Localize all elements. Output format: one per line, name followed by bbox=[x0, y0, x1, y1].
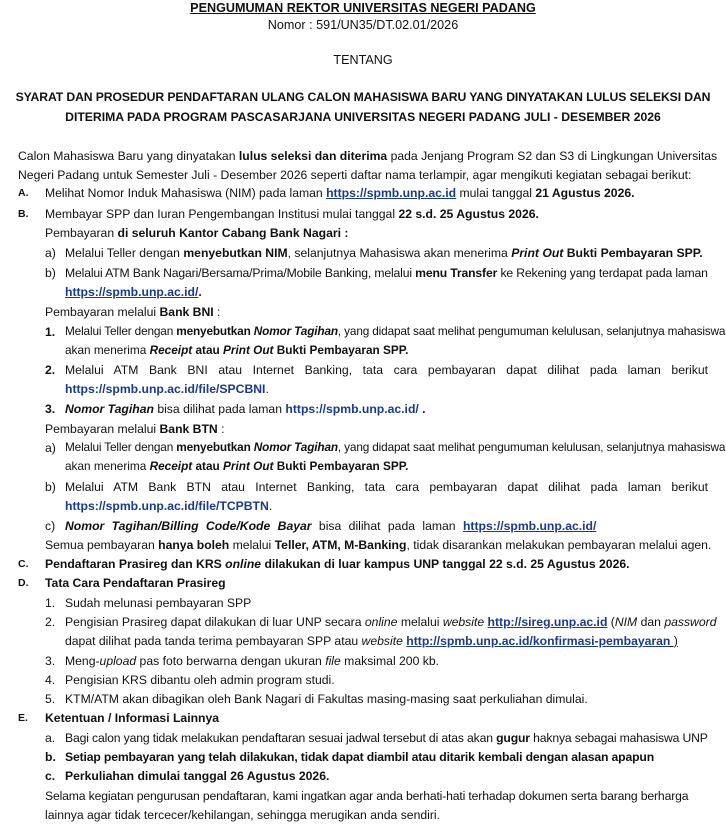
subject-line-1: SYARAT DAN PROSEDUR PENDAFTARAN ULANG CALON MAHASISWA BARU YANG DINYATAKAN LULUS SELEKSI DAN bbox=[15, 90, 711, 104]
section-b-marker: B. bbox=[18, 208, 29, 220]
e-c-marker: c. bbox=[45, 769, 56, 783]
e-a-text: Bagi calon yang tidak melakukan pendaftaran sesuai jadwal tersebut di atas akan gugur haknya sebagai mahasiswa UNP bbox=[65, 731, 708, 745]
btn-c-marker: c) bbox=[45, 519, 56, 533]
section-e-marker: E. bbox=[18, 712, 28, 724]
tentang-label: TENTANG bbox=[333, 53, 393, 67]
closing-line-2: lainnya agar tidak tercecer/kehilangan, sehingga merugikan anda sendiri. bbox=[45, 808, 440, 822]
d-4-text: Pengisian KRS dibantu oleh admin program studi. bbox=[65, 673, 335, 687]
d-4-marker: 4. bbox=[45, 673, 56, 687]
section-d-title: Tata Cara Pendaftaran Prasireg bbox=[45, 576, 226, 590]
d-1-text: Sudah melunasi pembayaran SPP bbox=[65, 596, 252, 610]
btn-c-text: Nomor Tagihan/Billing Code/Kode Bayar bisa dilihat pada laman https://spmb.unp.ac.id/ bbox=[65, 519, 597, 533]
d-5-text: KTM/ATM akan dibagikan oleh Bank Nagari di Fakultas masing-masing saat perkuliahan dimulai. bbox=[65, 692, 588, 706]
nagari-a-marker: a) bbox=[45, 246, 56, 260]
section-e-title: Ketentuan / Informasi Lainnya bbox=[45, 711, 220, 725]
spmb-link[interactable]: https://spmb.unp.ac.id/ bbox=[65, 285, 199, 299]
btn-a-marker: a) bbox=[45, 441, 56, 455]
btn-b-text: Melalui ATM Bank BTN atau Internet Banking, tata cara pembayaran dapat dilihat pada laman berikut bbox=[65, 480, 708, 494]
e-a-marker: a. bbox=[45, 731, 56, 745]
section-c-text: Pendaftaran Prasireg dan KRS online dilakukan di luar kampus UNP tanggal 22 s.d. 25 Agustus 2026. bbox=[45, 557, 630, 571]
bni-intro: Pembayaran melalui Bank BNI : bbox=[45, 305, 221, 319]
d-3-marker: 3. bbox=[45, 654, 56, 668]
intro-line-1: Calon Mahasiswa Baru yang dinyatakan lulus seleksi dan diterima pada Jenjang Program S2 dan S3 di Lingkungan Universitas bbox=[18, 149, 718, 163]
btn-b-marker: b) bbox=[45, 480, 56, 494]
bni-2-link-line: https://spmb.unp.ac.id/file/SPCBNI. bbox=[65, 382, 269, 396]
bni-1-marker: 1. bbox=[45, 325, 56, 339]
section-c-marker: C. bbox=[18, 558, 29, 570]
bni-3-marker: 3. bbox=[45, 402, 56, 416]
nagari-a-text: Melalui Teller dengan menyebutkan NIM, selanjutnya Mahasiswa akan menerima Print Out Bukti Pembayaran SPP. bbox=[65, 246, 703, 260]
payment-note: Semua pembayaran hanya boleh melalui Teller, ATM, M-Banking, tidak disarankan melakukan pembayaran melalui agen. bbox=[45, 538, 712, 552]
d-1-marker: 1. bbox=[45, 596, 56, 610]
spcbni-link[interactable]: https://spmb.unp.ac.id/file/SPCBNI bbox=[65, 382, 266, 396]
nagari-intro: Pembayaran di seluruh Kantor Cabang Bank Nagari : bbox=[45, 226, 349, 240]
nagari-b-link-line: https://spmb.unp.ac.id/. bbox=[65, 285, 202, 299]
document-number: Nomor : 591/UN35/DT.02.01/2026 bbox=[267, 18, 459, 32]
d-2-line2: dapat dilihat pada tanda terima pembayaran SPP atau website http://spmb.unp.ac.id/konfirmasi-pembayaran ) bbox=[65, 634, 678, 648]
btn-a-text: Melalui Teller dengan menyebutkan Nomor Tagihan, yang didapat saat melihat pengumuman kelulusan, selanjutnya mahasiswa bbox=[65, 440, 726, 454]
btn-b-link-line: https://spmb.unp.ac.id/file/TCPBTN. bbox=[65, 499, 273, 513]
spmb-link[interactable]: https://spmb.unp.ac.id bbox=[326, 186, 457, 200]
konfirmasi-pembayaran-link[interactable]: http://spmb.unp.ac.id/konfirmasi-pembayaran bbox=[406, 634, 671, 648]
spmb-link[interactable]: https://spmb.unp.ac.id/ bbox=[285, 402, 419, 416]
document-title: PENGUMUMAN REKTOR UNIVERSITAS NEGERI PADANG bbox=[190, 1, 536, 15]
btn-intro: Pembayaran melalui Bank BTN : bbox=[45, 422, 225, 436]
nagari-b-text: Melalui ATM Bank Nagari/Bersama/Prima/Mobile Banking, melalui menu Transfer ke Rekening yang terdapat pada laman bbox=[65, 266, 708, 280]
sireg-link[interactable]: http://sireg.unp.ac.id bbox=[487, 615, 608, 629]
bni-2-marker: 2. bbox=[45, 363, 56, 377]
bni-3-text: Nomor Tagihan bisa dilihat pada laman https://spmb.unp.ac.id/ . bbox=[65, 402, 426, 416]
bni-1-text: Melalui Teller dengan menyebutkan Nomor Tagihan, yang didapat saat melihat pengumuman kelulusan, selanjutnya mahasiswa bbox=[65, 324, 726, 338]
d-2-marker: 2. bbox=[45, 615, 56, 629]
e-b-marker: b. bbox=[45, 750, 56, 764]
nagari-b-marker: b) bbox=[45, 266, 56, 280]
bni-1-line2: akan menerima Receipt atau Print Out Bukti Pembayaran SPP. bbox=[65, 343, 409, 357]
subject-line-2: DITERIMA PADA PROGRAM PASCASARJANA UNIVERSITAS NEGERI PADANG JULI - DESEMBER 2026 bbox=[65, 110, 661, 124]
spmb-link[interactable]: https://spmb.unp.ac.id/ bbox=[462, 519, 597, 533]
btn-a-line2: akan menerima Receipt atau Print Out Bukti Pembayaran SPP. bbox=[65, 459, 409, 473]
section-d-marker: D. bbox=[18, 577, 29, 589]
closing-line-1: Selama kegiatan pengurusan pendaftaran, kami ingatkan agar anda berhati-hati terhadap dokumen serta barang berharga bbox=[45, 789, 689, 803]
tcpbtn-link[interactable]: https://spmb.unp.ac.id/file/TCPBTN bbox=[65, 499, 269, 513]
e-c-text: Perkuliahan dimulai tanggal 26 Agustus 2026. bbox=[65, 769, 330, 783]
intro-line-2: Negeri Padang untuk Semester Juli - Desember 2026 seperti daftar nama terlampir, agar mengikuti kegiatan sebagai berikut: bbox=[18, 168, 692, 182]
e-b-text: Setiap pembayaran yang telah dilakukan, tidak dapat diambil atau ditarik kembali dengan alasan apapun bbox=[65, 750, 654, 764]
d-2-text: Pengisian Prasireg dapat dilakukan di luar UNP secara online melalui website http://sireg.unp.ac.id (NIM dan password bbox=[65, 615, 717, 629]
d-3-text: Meng-upload pas foto berwarna dengan ukuran file maksimal 200 kb. bbox=[65, 654, 440, 668]
bni-2-text: Melalui ATM Bank BNI atau Internet Banking, tata cara pembayaran dapat dilihat pada laman berikut bbox=[65, 363, 708, 377]
section-a-marker: A. bbox=[18, 187, 29, 199]
d-5-marker: 5. bbox=[45, 692, 56, 706]
section-b-text: Membayar SPP dan Iuran Pengembangan Institusi mulai tanggal 22 s.d. 25 Agustus 2026. bbox=[45, 207, 539, 221]
section-a-text: Melihat Nomor Induk Mahasiswa (NIM) pada laman https://spmb.unp.ac.id mulai tanggal 21 Agustus 2026. bbox=[45, 186, 635, 200]
